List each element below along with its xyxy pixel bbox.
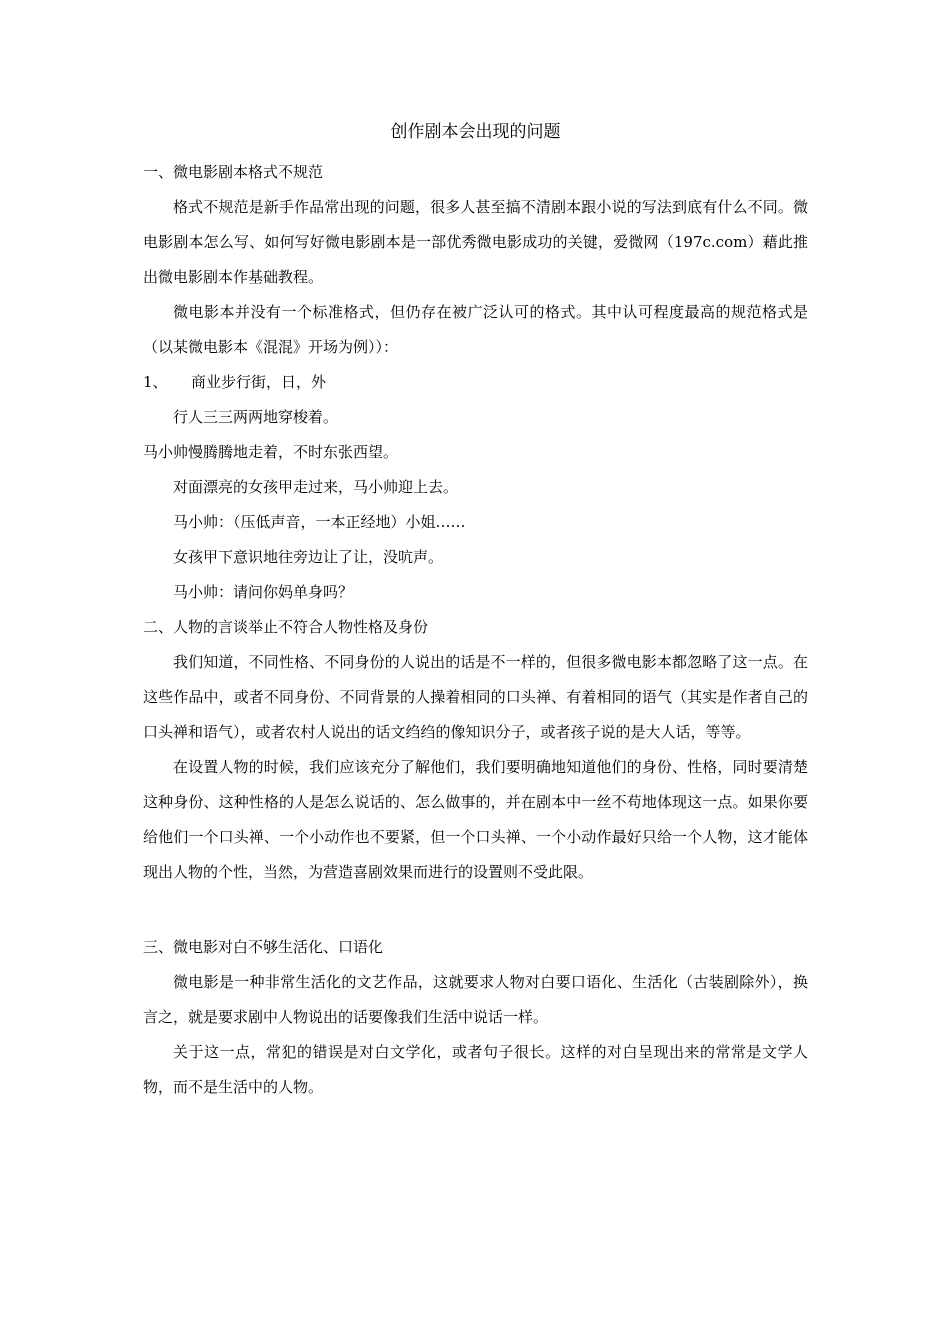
- script-line: 行人三三两两地穿梭着。: [173, 408, 339, 426]
- script-line: 马小帅：请问你妈单身吗？: [173, 583, 354, 601]
- paragraph: 我们知道，不同性格、不同身份的人说出的话是不一样的，但很多微电影本都忽略了这一点。在这些作品中，或者不同身份、不同背景的人操着相同的口头禅、有着相同的语气（其实是作者自己的口头禅和语气），或者农村人说出的话文绉绉的像知识分子，或者孩子说的是大人话，等等。: [143, 653, 808, 741]
- script-line: 马小帅慢腾腾地走着，不时东张西望。: [143, 443, 399, 461]
- section-heading-1: 一、微电影剧本格式不规范: [143, 163, 324, 181]
- script-line: 女孩甲下意识地往旁边让了让，没吭声。: [173, 548, 444, 566]
- scene-number: 1、: [143, 373, 168, 391]
- scene-heading: [143, 365, 808, 400]
- page-title: 创作剧本会出现的问题: [390, 122, 561, 142]
- section-heading-3: 三、微电影对白不够生活化、口语化: [143, 938, 384, 956]
- document-page: [143, 117, 808, 1105]
- paragraph: 关于这一点，常犯的错误是对白文学化，或者句子很长。这样的对白呈现出来的常常是文学人物，而不是生活中的人物。: [143, 1043, 808, 1096]
- paragraph: 格式不规范是新手作品常出现的问题，很多人甚至搞不清剧本跟小说的写法到底有什么不同。微电影剧本怎么写、如何写好微电影剧本是一部优秀微电影成功的关键，爱微网（197c.com）藉此推出微电影剧本作基础教程。: [143, 198, 808, 286]
- section-heading-2: 二、人物的言谈举止不符合人物性格及身份: [143, 618, 429, 636]
- script-line: 对面漂亮的女孩甲走过来，马小帅迎上去。: [173, 478, 459, 496]
- paragraph: 在设置人物的时候，我们应该充分了解他们，我们要明确地知道他们的身份、性格，同时要清楚这种身份、这种性格的人是怎么说话的、怎么做事的，并在剧本中一丝不苟地体现这一点。如果你要给他们一个口头禅、一个小动作也不要紧，但一个口头禅、一个小动作最好只给一个人物，这才能体现出人物的个性，当然，为营造喜剧效果而进行的设置则不受此限。: [143, 758, 808, 881]
- spacer: [143, 890, 808, 930]
- script-line: 马小帅：（压低声音，一本正经地）小姐……: [173, 513, 466, 531]
- scene-heading-text: 商业步行街，日，外: [191, 373, 327, 391]
- paragraph: 微电影是一种非常生活化的文艺作品，这就要求人物对白要口语化、生活化（古装剧除外），换言之，就是要求剧中人物说出的话要像我们生活中说话一样。: [143, 973, 808, 1026]
- paragraph: 微电影本并没有一个标准格式，但仍存在被广泛认可的格式。其中认可程度最高的规范格式是（以某微电影本《混混》开场为例））：: [143, 303, 808, 356]
